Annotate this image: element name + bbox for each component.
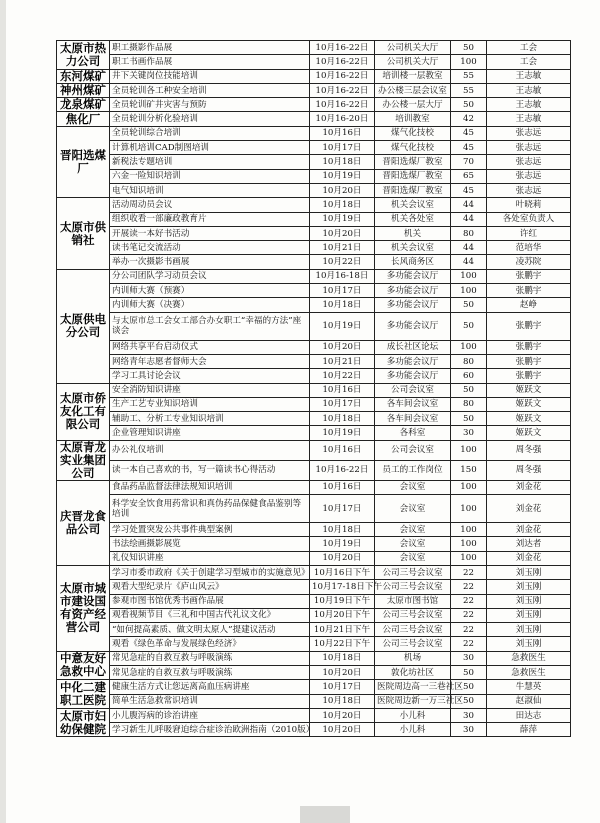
date-cell: 10月18日 <box>310 523 375 537</box>
activity-cell: 安全消防知识讲座 <box>110 383 310 397</box>
person-in-charge-cell: 姬跃文 <box>487 426 571 440</box>
location-cell: 公司会议室 <box>375 383 451 397</box>
participant-count-cell: 50 <box>451 665 487 679</box>
activity-cell: 六金一险知识培训 <box>110 169 310 183</box>
table-row <box>57 594 571 608</box>
date-cell: 10月18日 <box>310 198 375 212</box>
participant-count-cell: 30 <box>451 651 487 665</box>
participant-count-cell: 44 <box>451 241 487 255</box>
date-cell: 10月20日 <box>310 723 375 737</box>
date-cell: 10月22日 <box>310 255 375 269</box>
activity-cell: 网络共享平台启动仪式 <box>110 340 310 354</box>
person-in-charge-cell: 急救医生 <box>487 665 571 679</box>
table-row <box>57 680 571 694</box>
date-cell: 10月16-22日 <box>310 460 375 480</box>
date-cell: 10月18日 <box>310 155 375 169</box>
table-row <box>57 284 571 298</box>
participant-count-cell: 80 <box>451 226 487 240</box>
location-cell: 晋阳选煤厂教室 <box>375 169 451 183</box>
table-row <box>57 55 571 69</box>
person-in-charge-cell: 刘玉刚 <box>487 623 571 637</box>
date-cell: 10月16日 <box>310 383 375 397</box>
participant-count-cell: 150 <box>451 460 487 480</box>
table-row <box>57 426 571 440</box>
activity-cell: 全员轮训矿井灾害与预防 <box>110 98 310 112</box>
table-row <box>57 383 571 397</box>
person-in-charge-cell: 许红 <box>487 226 571 240</box>
location-cell: 公司三号会议室 <box>375 580 451 594</box>
location-cell: 长风商务区 <box>375 255 451 269</box>
table-row <box>57 141 571 155</box>
date-cell: 10月22日 <box>310 369 375 383</box>
date-cell: 10月17日 <box>310 680 375 694</box>
date-cell: 10月19日 <box>310 426 375 440</box>
activity-cell: 网络青年志愿者督师大会 <box>110 354 310 368</box>
person-in-charge-cell: 刘金花 <box>487 495 571 523</box>
location-cell: 医院周边新一万三社区 <box>375 694 451 708</box>
participant-count-cell: 55 <box>451 69 487 83</box>
activity-cell: 内训师大赛（预赛） <box>110 284 310 298</box>
person-in-charge-cell: 王志敏 <box>487 98 571 112</box>
participant-count-cell: 22 <box>451 594 487 608</box>
table-row <box>57 212 571 226</box>
activity-cell: 组织收看一部廉政教育片 <box>110 212 310 226</box>
person-in-charge-cell: 刘玉刚 <box>487 608 571 622</box>
person-in-charge-cell: 牛慧英 <box>487 680 571 694</box>
date-cell: 10月17日 <box>310 141 375 155</box>
participant-count-cell: 42 <box>451 112 487 126</box>
date-cell: 10月21日 <box>310 354 375 368</box>
table-row <box>57 608 571 622</box>
location-cell: 煤气化技校 <box>375 141 451 155</box>
organization-name: 太原供电分公司 <box>57 269 110 383</box>
organization-name: 焦化厂 <box>57 112 110 126</box>
location-cell: 会议室 <box>375 523 451 537</box>
table-row <box>57 551 571 565</box>
participant-count-cell: 80 <box>451 354 487 368</box>
table-row <box>57 340 571 354</box>
date-cell: 10月16日 <box>310 440 375 460</box>
activity-cell: 礼仪知识讲座 <box>110 551 310 565</box>
date-cell: 10月20日 <box>310 708 375 722</box>
date-cell: 10月16-20日 <box>310 112 375 126</box>
location-cell: 多功能会议厅 <box>375 269 451 283</box>
activity-cell: 学习工具讨论会议 <box>110 369 310 383</box>
organization-name: 太原市供销社 <box>57 198 110 269</box>
person-in-charge-cell: 范培华 <box>487 241 571 255</box>
participant-count-cell: 22 <box>451 637 487 651</box>
location-cell: 公司机关大厅 <box>375 41 451 55</box>
activity-cell: 全员轮训各工种安全培训 <box>110 83 310 97</box>
location-cell: 敦化坊社区 <box>375 665 451 679</box>
activity-cell: 新税法专题培训 <box>110 155 310 169</box>
organization-name: 太原市城市建设国有资产经营公司 <box>57 565 110 651</box>
person-in-charge-cell: 王志敏 <box>487 112 571 126</box>
person-in-charge-cell: 工会 <box>487 55 571 69</box>
participant-count-cell: 45 <box>451 126 487 140</box>
table-row <box>57 623 571 637</box>
participant-count-cell: 22 <box>451 608 487 622</box>
participant-count-cell: 30 <box>451 426 487 440</box>
activity-cell: 办公礼仪培训 <box>110 440 310 460</box>
location-cell: 公司三号会议室 <box>375 565 451 579</box>
date-cell: 10月20日 <box>310 340 375 354</box>
activity-cell: 计算机培训CAD制图培训 <box>110 141 310 155</box>
table-row <box>57 440 571 460</box>
activity-cell: 举办一次摄影书画展 <box>110 255 310 269</box>
date-cell: 10月21日下午 <box>310 623 375 637</box>
scan-smudge <box>300 806 350 823</box>
activity-cell: 常见急症的自救互救与呼吸演练 <box>110 665 310 679</box>
person-in-charge-cell: 张志远 <box>487 183 571 197</box>
organization-name: 中意友好急救中心 <box>57 651 110 680</box>
table-row <box>57 255 571 269</box>
participant-count-cell: 100 <box>451 480 487 494</box>
activity-cell: 观看《绿色革命与发展绿色经济》 <box>110 637 310 651</box>
location-cell: 机场 <box>375 651 451 665</box>
person-in-charge-cell: 刘金花 <box>487 551 571 565</box>
location-cell: 多功能会议厅 <box>375 312 451 340</box>
participant-count-cell: 30 <box>451 708 487 722</box>
table-row <box>57 269 571 283</box>
activity-cell: 活动周动员会议 <box>110 198 310 212</box>
location-cell: 员工的工作岗位 <box>375 460 451 480</box>
person-in-charge-cell: 张鹏宇 <box>487 284 571 298</box>
person-in-charge-cell: 刘玉刚 <box>487 565 571 579</box>
location-cell: 公司会议室 <box>375 440 451 460</box>
date-cell: 10月16日 <box>310 126 375 140</box>
person-in-charge-cell: 刘玉刚 <box>487 637 571 651</box>
date-cell: 10月18日 <box>310 694 375 708</box>
activity-cell: “如何提高素质、做文明太原人”提建议活动 <box>110 623 310 637</box>
location-cell: 各科室 <box>375 426 451 440</box>
location-cell: 医院周边高一三巷社区 <box>375 680 451 694</box>
participant-count-cell: 22 <box>451 623 487 637</box>
table-row <box>57 183 571 197</box>
table-row <box>57 354 571 368</box>
activity-cell: 学习市委市政府《关于创建学习型城市的实施意见》 <box>110 565 310 579</box>
location-cell: 公司机关大厅 <box>375 55 451 69</box>
person-in-charge-cell: 张鹏宇 <box>487 269 571 283</box>
person-in-charge-cell: 刘达者 <box>487 537 571 551</box>
table-row <box>57 226 571 240</box>
person-in-charge-cell: 赵峥 <box>487 298 571 312</box>
location-cell: 会议室 <box>375 551 451 565</box>
activity-cell: 分公司团队学习动员会议 <box>110 269 310 283</box>
table-row <box>57 537 571 551</box>
participant-count-cell: 60 <box>451 369 487 383</box>
date-cell: 10月16-22日 <box>310 69 375 83</box>
person-in-charge-cell: 张志远 <box>487 141 571 155</box>
location-cell: 公司三号会议室 <box>375 637 451 651</box>
participant-count-cell: 50 <box>451 98 487 112</box>
date-cell: 10月20日 <box>310 551 375 565</box>
date-cell: 10月22日下午 <box>310 637 375 651</box>
organization-name: 东河煤矿 <box>57 69 110 83</box>
participant-count-cell: 44 <box>451 212 487 226</box>
organization-name: 庆晋龙食品公司 <box>57 480 110 565</box>
date-cell: 10月17日 <box>310 495 375 523</box>
participant-count-cell: 22 <box>451 565 487 579</box>
table-row <box>57 98 571 112</box>
participant-count-cell: 100 <box>451 495 487 523</box>
activity-cell: 辅助工、分析工专业知识培训 <box>110 412 310 426</box>
date-cell: 10月19日 <box>310 212 375 226</box>
activity-cell: 与太原市总工会女工部合办女职工“幸福的方法”座谈会 <box>110 312 310 340</box>
table-row <box>57 169 571 183</box>
location-cell: 会议室 <box>375 537 451 551</box>
person-in-charge-cell: 张志远 <box>487 169 571 183</box>
table-row <box>57 412 571 426</box>
location-cell: 机关会议室 <box>375 198 451 212</box>
organization-name: 太原市热力公司 <box>57 41 110 70</box>
date-cell: 10月18日 <box>310 651 375 665</box>
participant-count-cell: 80 <box>451 397 487 411</box>
date-cell: 10月18日 <box>310 412 375 426</box>
person-in-charge-cell: 张鹏宇 <box>487 340 571 354</box>
table-row <box>57 580 571 594</box>
location-cell: 培训楼一层教室 <box>375 69 451 83</box>
schedule-body <box>57 41 571 737</box>
location-cell: 晋阳选煤厂教室 <box>375 155 451 169</box>
activity-cell: 小儿腹泻病的诊治讲座 <box>110 708 310 722</box>
location-cell: 太原市图书馆 <box>375 594 451 608</box>
activity-cell: 观看大型纪录片《庐山风云》 <box>110 580 310 594</box>
activity-cell: 健康生活方式让您远离高血压病讲座 <box>110 680 310 694</box>
table-row <box>57 241 571 255</box>
table-row <box>57 637 571 651</box>
date-cell: 10月20日下午 <box>310 608 375 622</box>
person-in-charge-cell: 刘玉刚 <box>487 594 571 608</box>
participant-count-cell: 50 <box>451 298 487 312</box>
activity-cell: 井下关键岗位技能培训 <box>110 69 310 83</box>
activity-cell: 参观市图书馆优秀书画作品展 <box>110 594 310 608</box>
organization-name: 太原市妇幼保健院 <box>57 708 110 737</box>
date-cell: 10月16日 <box>310 480 375 494</box>
table-row <box>57 694 571 708</box>
location-cell: 办公楼一层大厅 <box>375 98 451 112</box>
scan-edge <box>0 0 6 823</box>
location-cell: 公司三号会议室 <box>375 608 451 622</box>
table-row <box>57 112 571 126</box>
date-cell: 10月17日 <box>310 284 375 298</box>
location-cell: 多功能会议厅 <box>375 284 451 298</box>
location-cell: 培训教室 <box>375 112 451 126</box>
location-cell: 晋阳选煤厂教室 <box>375 183 451 197</box>
activity-cell: 科学安全饮食用药常识和真伪药品保健食品鉴别等培训 <box>110 495 310 523</box>
table-row <box>57 41 571 55</box>
table-row <box>57 155 571 169</box>
participant-count-cell: 50 <box>451 412 487 426</box>
location-cell: 煤气化技校 <box>375 126 451 140</box>
table-row <box>57 312 571 340</box>
organization-name: 神州煤矿 <box>57 83 110 97</box>
activity-cell: 常见急症的自救互救与呼吸演练 <box>110 651 310 665</box>
location-cell: 各车间会议室 <box>375 412 451 426</box>
activity-cell: 全员轮训分析化验培训 <box>110 112 310 126</box>
person-in-charge-cell: 刘玉刚 <box>487 580 571 594</box>
location-cell: 会议室 <box>375 480 451 494</box>
person-in-charge-cell: 刘金花 <box>487 480 571 494</box>
person-in-charge-cell: 赵淑仙 <box>487 694 571 708</box>
organization-name: 晋阳选煤厂 <box>57 126 110 197</box>
person-in-charge-cell: 王志敏 <box>487 69 571 83</box>
person-in-charge-cell: 王志敏 <box>487 83 571 97</box>
activity-cell: 学习处置突发公共事件典型案例 <box>110 523 310 537</box>
organization-name: 太原青龙实业集团公司 <box>57 440 110 480</box>
participant-count-cell: 30 <box>451 723 487 737</box>
date-cell: 10月19日 <box>310 169 375 183</box>
location-cell: 多功能会议厅 <box>375 354 451 368</box>
participant-count-cell: 45 <box>451 141 487 155</box>
location-cell: 多功能会议厅 <box>375 298 451 312</box>
activity-cell: 内训师大赛（决赛） <box>110 298 310 312</box>
location-cell: 各车间会议室 <box>375 397 451 411</box>
date-cell: 10月21日 <box>310 241 375 255</box>
person-in-charge-cell: 薛萍 <box>487 723 571 737</box>
activity-cell: 生产工艺专业知识培训 <box>110 397 310 411</box>
location-cell: 机关 <box>375 226 451 240</box>
activity-schedule-table <box>56 40 571 737</box>
date-cell: 10月20日 <box>310 183 375 197</box>
participant-count-cell: 100 <box>451 537 487 551</box>
activity-cell: 职工书画作品展 <box>110 55 310 69</box>
date-cell: 10月19日 <box>310 312 375 340</box>
date-cell: 10月16-18日 <box>310 269 375 283</box>
participant-count-cell: 22 <box>451 580 487 594</box>
table-row <box>57 69 571 83</box>
person-in-charge-cell: 张志远 <box>487 155 571 169</box>
activity-cell: 企业管理知识讲座 <box>110 426 310 440</box>
table-row <box>57 480 571 494</box>
table-row <box>57 126 571 140</box>
activity-cell: 职工摄影作品展 <box>110 41 310 55</box>
table-row <box>57 651 571 665</box>
date-cell: 10月16-22日 <box>310 41 375 55</box>
participant-count-cell: 100 <box>451 440 487 460</box>
date-cell: 10月16-22日 <box>310 83 375 97</box>
organization-name: 龙泉煤矿 <box>57 98 110 112</box>
person-in-charge-cell: 姬跃文 <box>487 383 571 397</box>
date-cell: 10月19日下午 <box>310 594 375 608</box>
date-cell: 10月17-18日下午 <box>310 580 375 594</box>
activity-cell: 读一本自己喜欢的书，写一篇读书心得活动 <box>110 460 310 480</box>
activity-cell: 观看视频节目《三礼和中国古代礼议文化》 <box>110 608 310 622</box>
location-cell: 小儿科 <box>375 723 451 737</box>
person-in-charge-cell: 张鹏宇 <box>487 369 571 383</box>
table-row <box>57 369 571 383</box>
participant-count-cell: 100 <box>451 523 487 537</box>
participant-count-cell: 50 <box>451 680 487 694</box>
table-row <box>57 298 571 312</box>
location-cell: 会议室 <box>375 495 451 523</box>
location-cell: 多功能会议厅 <box>375 369 451 383</box>
table-row <box>57 495 571 523</box>
activity-cell: 学习新生儿呼吸窘迫综合症诊治欧洲指南（2010版） <box>110 723 310 737</box>
participant-count-cell: 44 <box>451 198 487 212</box>
date-cell: 10月17日 <box>310 397 375 411</box>
location-cell: 成长社区论坛 <box>375 340 451 354</box>
activity-cell: 食品药品监督法律法规知识培训 <box>110 480 310 494</box>
participant-count-cell: 45 <box>451 183 487 197</box>
table-row <box>57 665 571 679</box>
participant-count-cell: 100 <box>451 551 487 565</box>
participant-count-cell: 55 <box>451 83 487 97</box>
date-cell: 10月18日 <box>310 298 375 312</box>
participant-count-cell: 50 <box>451 694 487 708</box>
participant-count-cell: 65 <box>451 169 487 183</box>
table-row <box>57 723 571 737</box>
date-cell: 10月20日 <box>310 665 375 679</box>
table-row <box>57 83 571 97</box>
participant-count-cell: 70 <box>451 155 487 169</box>
table-row <box>57 523 571 537</box>
participant-count-cell: 100 <box>451 284 487 298</box>
participant-count-cell: 50 <box>451 312 487 340</box>
date-cell: 10月16-22日 <box>310 55 375 69</box>
date-cell: 10月16日下午 <box>310 565 375 579</box>
date-cell: 10月20日 <box>310 226 375 240</box>
person-in-charge-cell: 各处室负责人 <box>487 212 571 226</box>
location-cell: 机关会议室 <box>375 241 451 255</box>
person-in-charge-cell: 叶晓莉 <box>487 198 571 212</box>
participant-count-cell: 50 <box>451 383 487 397</box>
location-cell: 小儿科 <box>375 708 451 722</box>
person-in-charge-cell: 姬跃文 <box>487 397 571 411</box>
person-in-charge-cell: 姬跃文 <box>487 412 571 426</box>
table-row <box>57 397 571 411</box>
table-row <box>57 460 571 480</box>
location-cell: 公司三号会议室 <box>375 623 451 637</box>
participant-count-cell: 100 <box>451 55 487 69</box>
activity-cell: 书法绘画摄影展览 <box>110 537 310 551</box>
person-in-charge-cell: 张志远 <box>487 126 571 140</box>
person-in-charge-cell: 张鹏宇 <box>487 312 571 340</box>
participant-count-cell: 100 <box>451 340 487 354</box>
activity-cell: 简单生活急救常识培训 <box>110 694 310 708</box>
activity-cell: 全员轮训综合培训 <box>110 126 310 140</box>
person-in-charge-cell: 急救医生 <box>487 651 571 665</box>
participant-count-cell: 100 <box>451 269 487 283</box>
date-cell: 10月16-22日 <box>310 98 375 112</box>
person-in-charge-cell: 张鹏宇 <box>487 354 571 368</box>
location-cell: 机关各处室 <box>375 212 451 226</box>
table-row <box>57 565 571 579</box>
person-in-charge-cell: 周冬强 <box>487 440 571 460</box>
participant-count-cell: 44 <box>451 255 487 269</box>
organization-name: 中化二建职工医院 <box>57 680 110 709</box>
person-in-charge-cell: 凌苏院 <box>487 255 571 269</box>
activity-cell: 开展读一本好书活动 <box>110 226 310 240</box>
organization-name: 太原市侨友化工有限公司 <box>57 383 110 440</box>
participant-count-cell: 50 <box>451 41 487 55</box>
date-cell: 10月19日 <box>310 537 375 551</box>
person-in-charge-cell: 田达志 <box>487 708 571 722</box>
activity-cell: 读书笔记交流活动 <box>110 241 310 255</box>
location-cell: 办公楼三层会议室 <box>375 83 451 97</box>
table-row <box>57 198 571 212</box>
table-row <box>57 708 571 722</box>
activity-cell: 电气知识培训 <box>110 183 310 197</box>
person-in-charge-cell: 周冬强 <box>487 460 571 480</box>
person-in-charge-cell: 刘金花 <box>487 523 571 537</box>
person-in-charge-cell: 工会 <box>487 41 571 55</box>
